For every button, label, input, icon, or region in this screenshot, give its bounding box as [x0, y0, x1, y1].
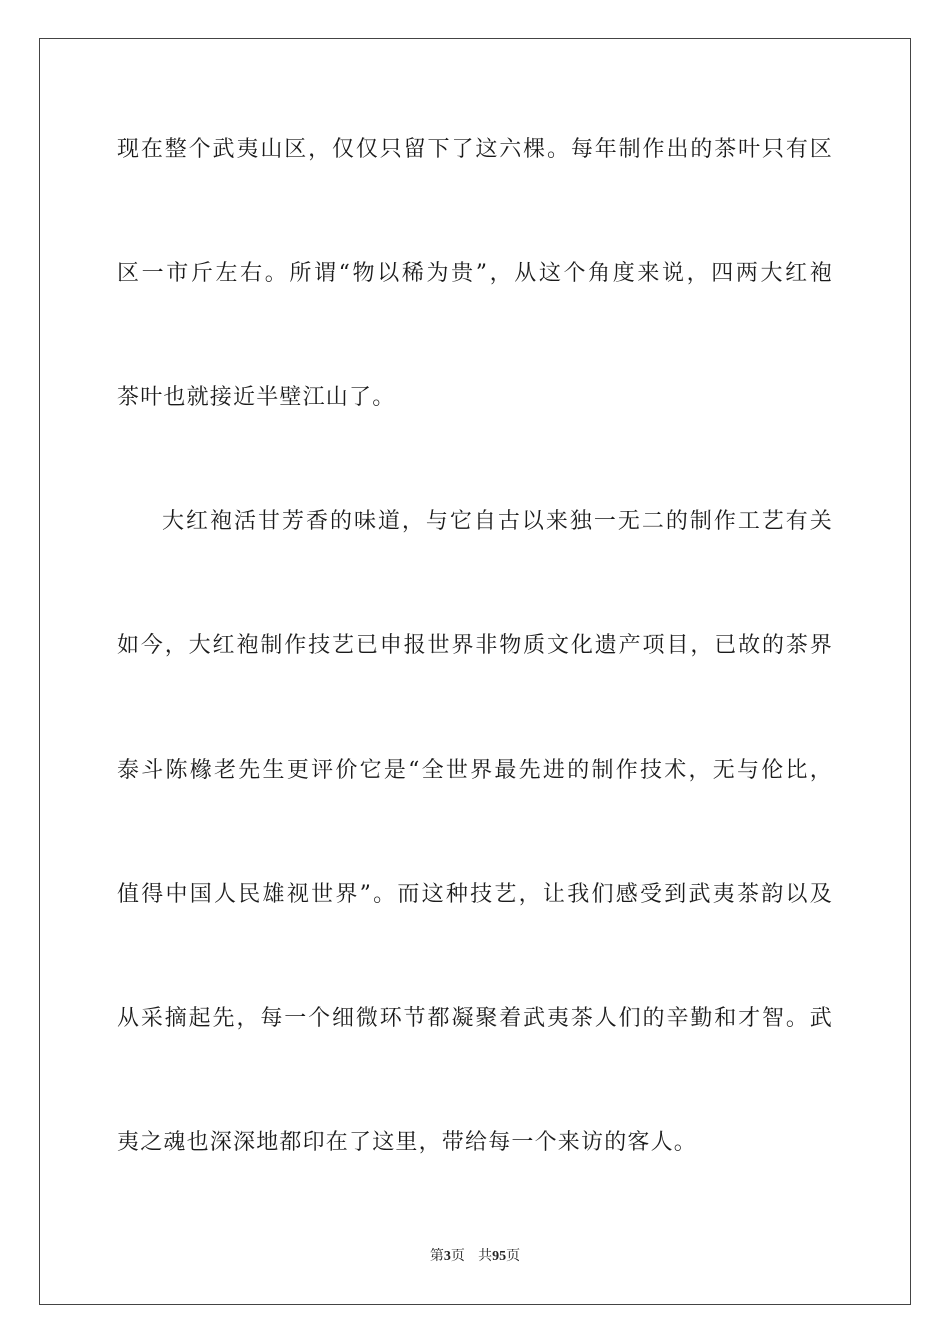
page-suffix: 页: [450, 1248, 465, 1264]
text-line-6: 泰斗陈橼老先生更评价它是“全世界最先进的制作技术，无与伦比，: [117, 758, 833, 783]
text-line-4: 大红袍活甘芳香的味道，与它自古以来独一无二的制作工艺有关: [162, 509, 833, 534]
text-line-7: 值得中国人民雄视世界”。而这种技艺，让我们感受到武夷茶韵以及: [117, 882, 833, 907]
text-line-2: 区一市斤左右。所谓“物以稀为贵”，从这个角度来说，四两大红袍: [117, 261, 833, 286]
text-line-3: 茶叶也就接近半壁江山了。: [117, 385, 396, 410]
text-line-9: 夷之魂也深深地都印在了这里，带给每一个来访的客人。: [117, 1130, 698, 1155]
page-prefix: 第: [429, 1248, 444, 1264]
total-pages: 95: [492, 1249, 507, 1264]
text-line-5: 如今，大红袍制作技艺已申报世界非物质文化遗产项目，已故的茶界: [117, 633, 833, 658]
page-number: 3: [443, 1249, 451, 1264]
text-line-8: 从采摘起先，每一个细微环节都凝聚着武夷茶人们的辛勤和才智。武: [117, 1006, 833, 1031]
page-border: [39, 38, 911, 1305]
total-prefix: 共: [478, 1248, 493, 1264]
text-line-1: 现在整个武夷山区，仅仅只留下了这六棵。每年制作出的茶叶只有区: [117, 137, 833, 162]
page-footer: [0, 1247, 950, 1266]
total-suffix: 页: [506, 1248, 521, 1264]
